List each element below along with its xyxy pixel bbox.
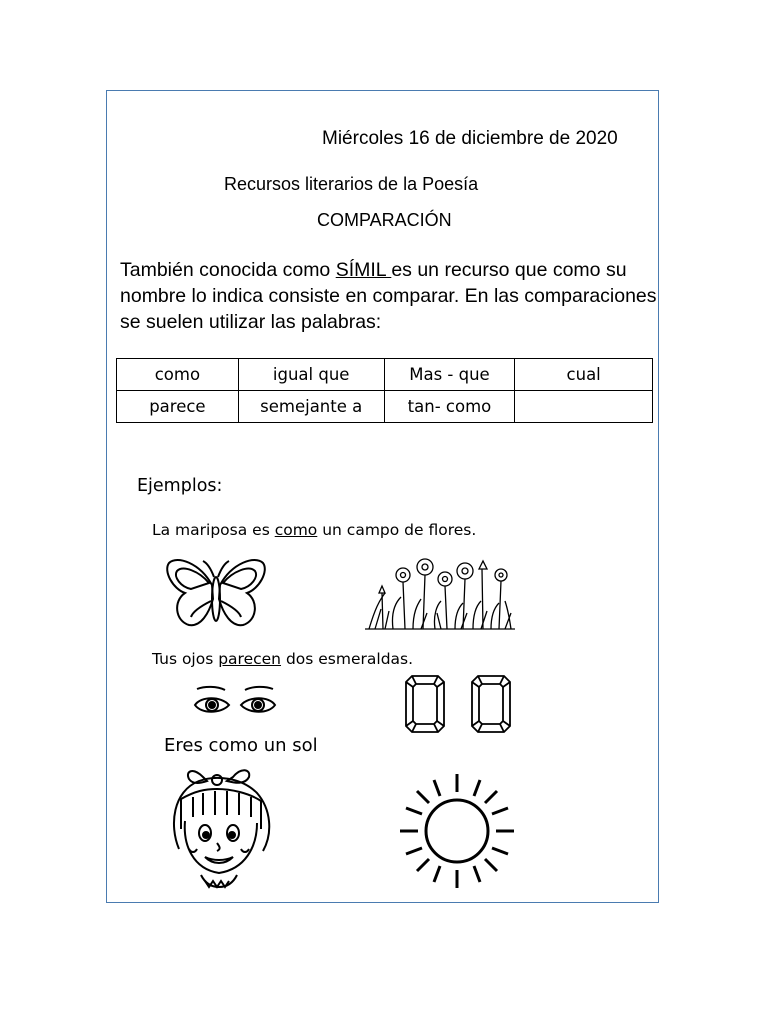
emerald-icon [404,674,512,734]
example-sentence-2 [152,650,413,668]
table-row [117,391,653,423]
comparison-words-table [116,358,653,423]
example-sentence-3: Eres como un sol [164,735,318,756]
intro-after: es un recurso que como su nombre lo indica consiste en comparar. En las comparaciones se suelen utilizar las palabras: [120,259,657,333]
table-cell: igual que [238,359,384,391]
table-cell: semejante a [238,391,384,423]
example-after: dos esmeraldas. [281,650,414,668]
intro-before: También conocida como [120,259,336,281]
example-sentence-1 [152,521,476,539]
butterfly-icon [165,555,267,631]
intro-paragraph [120,257,660,335]
example-after: un campo de flores. [317,521,477,539]
sun-icon [398,772,516,890]
subtitle: Recursos literarios de la Poesía [224,174,479,194]
table-cell: parece [117,391,239,423]
table-cell: cual [515,359,653,391]
heading: COMPARACIÓN [317,210,452,230]
girl-face-icon [165,765,277,891]
examples-title: Ejemplos: [137,476,223,496]
example-before: Tus ojos [152,650,219,668]
flower-field-icon [365,553,515,631]
eyes-icon [193,687,277,717]
table-cell: tan- como [384,391,515,423]
table-cell: como [117,359,239,391]
table-row [117,359,653,391]
example-key-word: parecen [218,650,282,668]
example-key-word: como [274,521,318,539]
table-cell: Mas - que [384,359,515,391]
example-before: La mariposa es [152,521,275,539]
table-cell [515,391,653,423]
intro-term: SÍMIL [335,259,392,281]
date-line: Miércoles 16 de diciembre de 2020 [322,128,618,149]
